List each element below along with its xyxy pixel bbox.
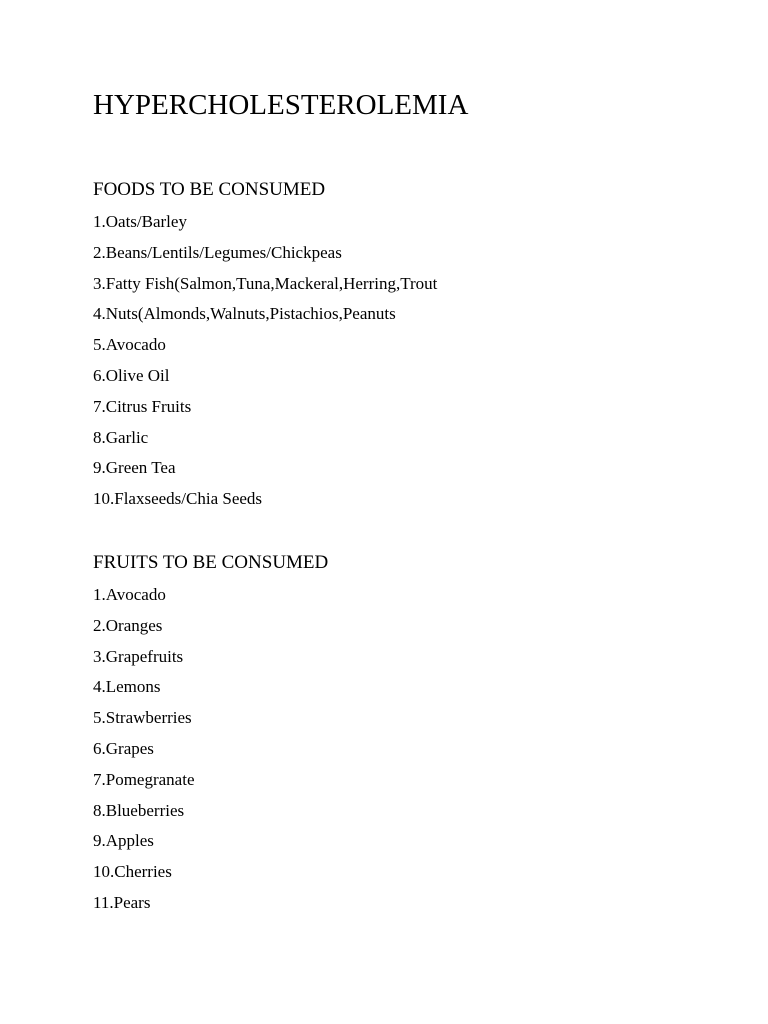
list-item: 3.Fatty Fish(Salmon,Tuna,Mackeral,Herring,Trout	[93, 273, 438, 293]
list-item: 8.Garlic	[93, 427, 149, 447]
list-item: 3.Grapefruits	[93, 646, 184, 666]
fruits-section	[93, 549, 328, 919]
list-item: 8.Blueberries	[93, 800, 185, 820]
list-item: 1.Avocado	[93, 585, 166, 604]
list-item: 7.Citrus Fruits	[93, 396, 192, 416]
list-item: 6.Grapes	[93, 738, 154, 758]
list-item: 2.Oranges	[93, 615, 163, 635]
foods-section	[93, 176, 437, 515]
list-item: 6.Olive Oil	[93, 365, 170, 385]
list-item: 2.Beans/Lentils/Legumes/Chickpeas	[93, 242, 342, 262]
foods-list	[93, 207, 437, 515]
list-item: 4.Nuts(Almonds,Walnuts,Pistachios,Peanuts	[93, 304, 396, 324]
list-item: 9.Green Tea	[93, 458, 176, 478]
foods-heading: FOODS TO BE CONSUMED	[93, 179, 326, 200]
list-item: 4.Lemons	[93, 677, 161, 697]
list-item: 9.Apples	[93, 831, 154, 851]
list-item: 7.Pomegranate	[93, 769, 195, 789]
list-item: 1.Oats/Barley	[93, 212, 187, 231]
list-item: 10.Cherries	[93, 862, 172, 882]
document-title: HYPERCHOLESTEROLEMIA	[93, 89, 469, 121]
list-item: 5.Strawberries	[93, 708, 192, 728]
fruits-heading: FRUITS TO BE CONSUMED	[93, 552, 329, 573]
fruits-list	[93, 580, 328, 919]
list-item: 11.Pears	[93, 892, 151, 912]
list-item: 5.Avocado	[93, 335, 166, 355]
list-item: 10.Flaxseeds/Chia Seeds	[93, 489, 263, 509]
